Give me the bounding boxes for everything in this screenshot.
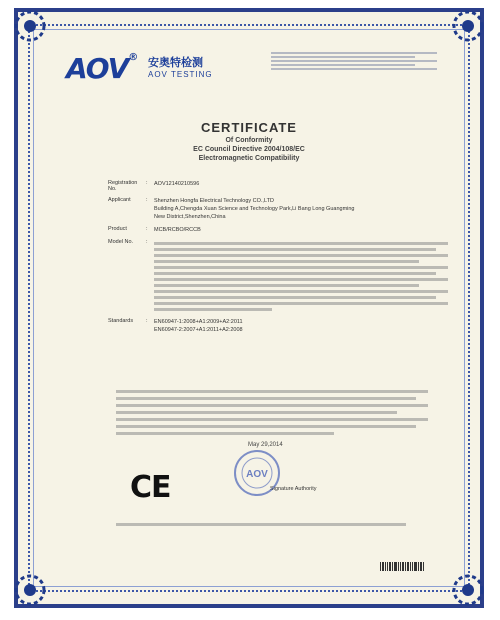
logo-english-text: AOV TESTING xyxy=(148,70,213,79)
corner-ornament-icon xyxy=(446,4,490,48)
registration-row: Registration No. : AOV12140210596 xyxy=(108,180,448,192)
barcode-icon xyxy=(380,562,424,574)
product-row: Product : MCB/RCBO/RCCB xyxy=(108,226,448,234)
header xyxy=(66,50,446,90)
product-value: MCB/RCBO/RCCB xyxy=(154,227,201,233)
corner-ornament-icon xyxy=(8,4,52,48)
aov-logo: AOV® xyxy=(66,52,138,85)
logo-chinese-text: 安奥特检测 xyxy=(148,57,203,69)
applicant-row: Applicant : Shenzhen Hongfa Electrical Technology CO.,LTD Building A,Chengda Xuan Science and Technology Park,Li Bang Long Guangming New District,Shenzhen,China xyxy=(108,197,448,221)
standards-value: EN60947-1:2008+A1:2009+A2:2011 EN60947-2:2007+A1:2011+A2:2008 xyxy=(154,319,243,333)
corner-ornament-icon xyxy=(8,568,52,612)
model-label: Model No. xyxy=(108,239,134,245)
certificate xyxy=(14,8,484,608)
ce-footer-note xyxy=(116,520,406,528)
svg-text:AOV: AOV xyxy=(246,469,268,480)
applicant-value: Shenzhen Hongfa Electrical Technology CO.,LTD Building A,Chengda Xuan Science and Technology Park,Li Bang Long Guangming New District,Shenzhen,China xyxy=(154,198,355,220)
standards-row: Standards : EN60947-1:2008+A1:2009+A2:2011 EN60947-2:2007+A1:2011+A2:2008 xyxy=(108,318,448,334)
certificate-fields xyxy=(108,180,448,339)
subtitle-emc: Electromagnetic Compatibility xyxy=(198,155,300,162)
conformity-statement xyxy=(116,386,428,439)
issue-date: May 29,2014 xyxy=(248,442,283,448)
model-list xyxy=(154,239,448,313)
product-label: Product xyxy=(108,226,127,232)
registration-value: AOV12140210596 xyxy=(154,181,200,187)
corner-ornament-icon xyxy=(446,568,490,612)
model-row: Model No. : xyxy=(108,239,448,313)
ce-mark-icon: CE xyxy=(130,470,171,505)
applicant-label: Applicant xyxy=(108,197,131,203)
certificate-title: CERTIFICATE xyxy=(201,120,297,135)
standards-label: Standards xyxy=(108,318,134,324)
header-address-block xyxy=(271,50,451,72)
registration-label: Registration No. xyxy=(108,180,138,192)
certificate-title-block xyxy=(18,120,480,162)
subtitle-directive: EC Council Directive 2004/108/EC xyxy=(193,146,305,153)
subtitle-of-conformity: Of Conformity xyxy=(225,137,273,144)
signature-label: Signature Authority xyxy=(270,486,317,492)
